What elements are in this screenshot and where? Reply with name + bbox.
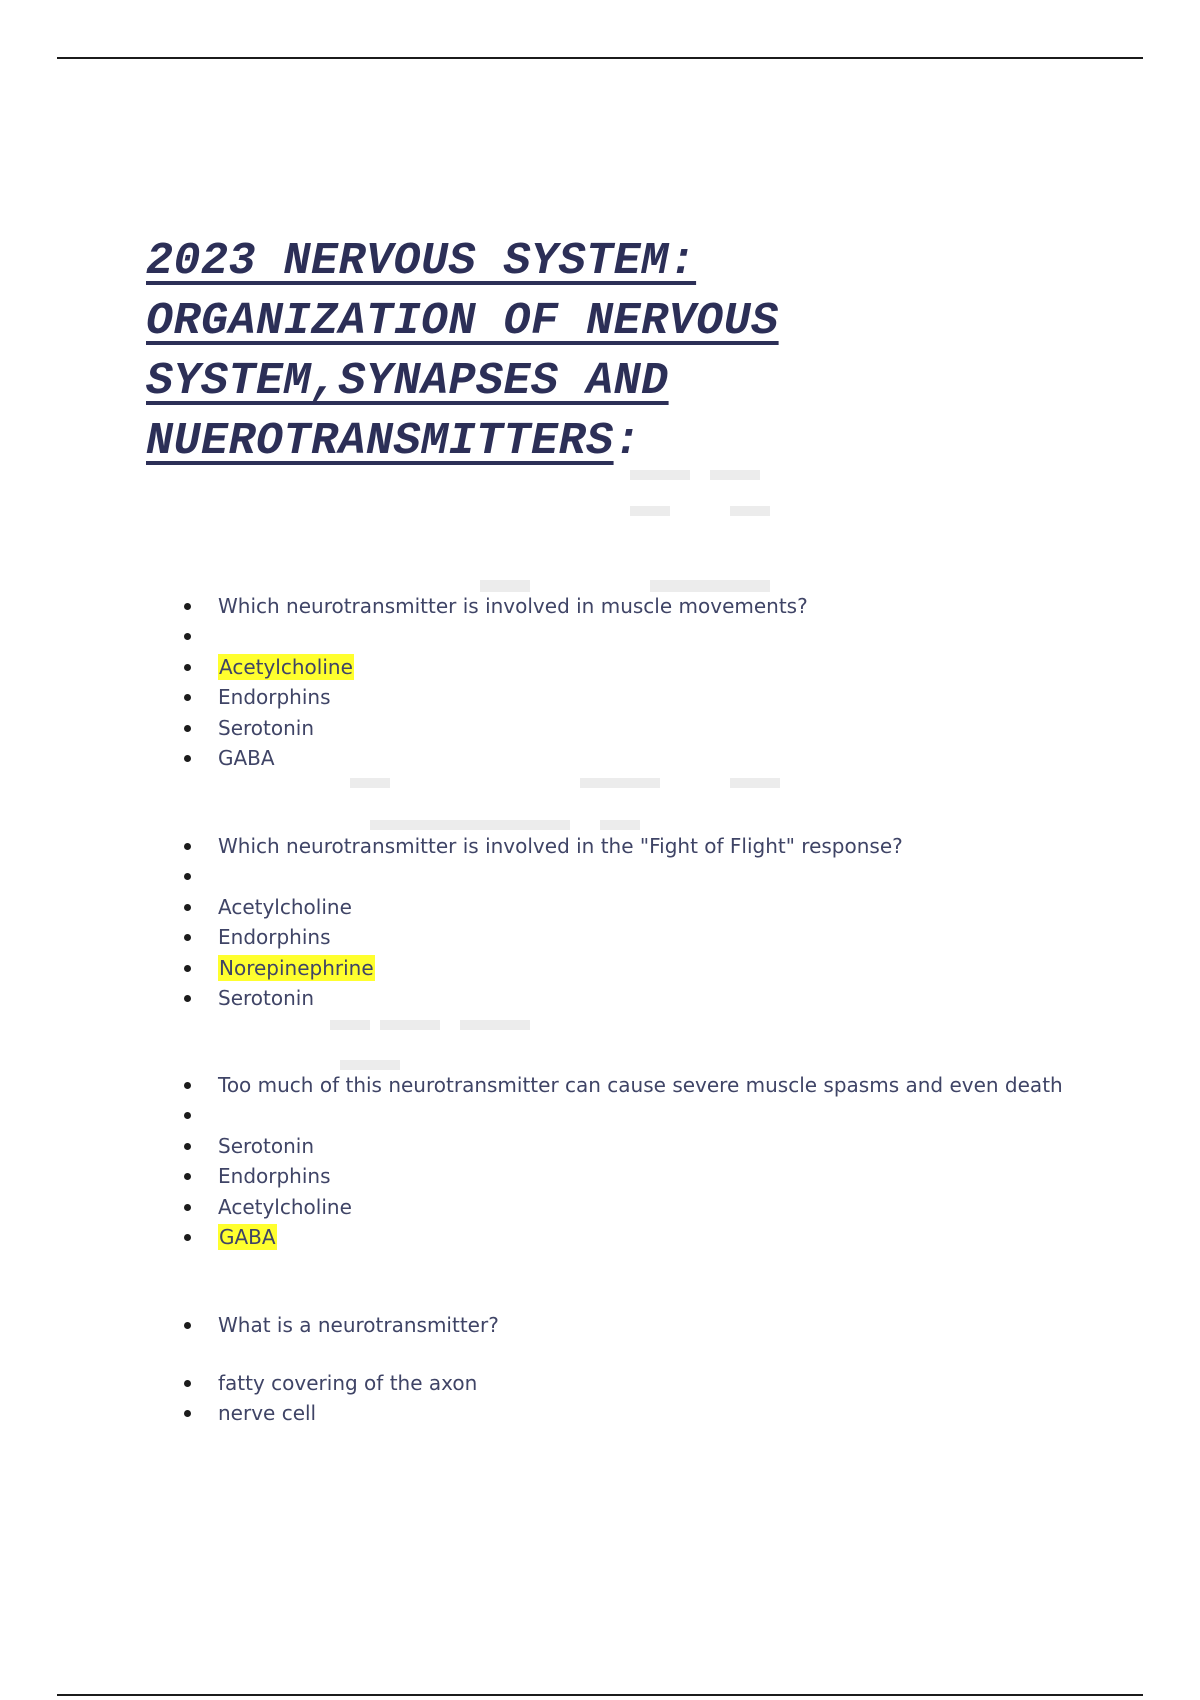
question-block-4 xyxy=(180,1310,499,1340)
answer-option: nerve cell xyxy=(180,1398,477,1428)
question-block-1 xyxy=(180,591,808,773)
top-rule xyxy=(57,57,1143,59)
highlighted-answer: Acetylcholine xyxy=(219,654,353,679)
answer-option xyxy=(180,652,808,682)
answer-option xyxy=(180,1222,1063,1252)
answer-option: GABA xyxy=(180,743,808,773)
empty-bullet xyxy=(180,861,903,891)
answer-option xyxy=(180,953,903,983)
answer-option: Acetylcholine xyxy=(180,1192,1063,1222)
question-text: Which neurotransmitter is involved in the "Fight of Flight" response? xyxy=(180,831,903,861)
question-text: What is a neurotransmitter? xyxy=(180,1310,499,1340)
highlighted-answer: Norepinephrine xyxy=(219,955,374,980)
bottom-rule xyxy=(57,1694,1143,1696)
answer-option: Serotonin xyxy=(180,983,903,1013)
question-text: Which neurotransmitter is involved in muscle movements? xyxy=(180,591,808,621)
answer-option: Serotonin xyxy=(180,713,808,743)
answer-option: Endorphins xyxy=(180,922,903,952)
answer-option: Endorphins xyxy=(180,682,808,712)
answer-option: Acetylcholine xyxy=(180,892,903,922)
empty-bullet xyxy=(180,621,808,651)
title-line-1: 2023 NERVOUS SYSTEM: xyxy=(146,236,697,287)
title-line-4: NUEROTRANSMITTERS xyxy=(146,416,614,467)
question-block-3 xyxy=(180,1070,1063,1252)
question-block-4-options xyxy=(180,1368,477,1429)
page-title xyxy=(146,232,779,472)
answer-option: Endorphins xyxy=(180,1161,1063,1191)
title-colon: : xyxy=(613,416,642,467)
title-line-2: ORGANIZATION OF NERVOUS xyxy=(146,296,779,347)
answer-option: Serotonin xyxy=(180,1131,1063,1161)
question-block-2 xyxy=(180,831,903,1013)
highlighted-answer: GABA xyxy=(219,1224,276,1249)
title-line-3: SYSTEM,SYNAPSES AND xyxy=(146,356,669,407)
answer-option: fatty covering of the axon xyxy=(180,1368,477,1398)
empty-bullet xyxy=(180,1100,1063,1130)
question-text: Too much of this neurotransmitter can cause severe muscle spasms and even death xyxy=(180,1070,1063,1100)
